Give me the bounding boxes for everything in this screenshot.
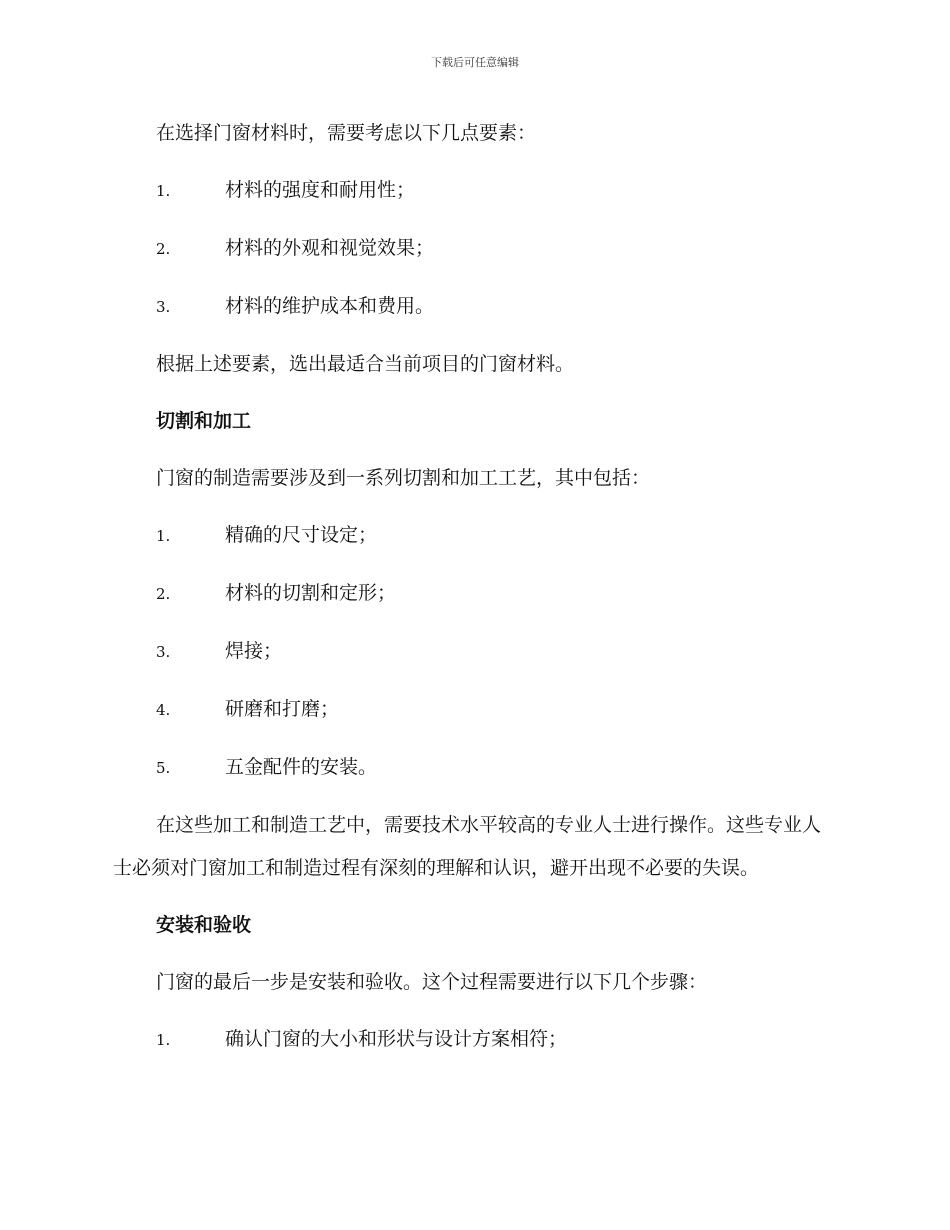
list-number: 3. xyxy=(156,298,171,316)
list-text: 材料的强度和耐用性； xyxy=(225,179,416,201)
list-item xyxy=(113,630,838,674)
list-text: 材料的切割和定形； xyxy=(225,582,397,604)
list-number: 2. xyxy=(156,585,171,603)
list-number: 2. xyxy=(156,240,171,258)
section2-paragraph: 在这些加工和制造工艺中，需要技术水平较高的专业人士进行操作。这些专业人士必须对门窗加工和制造过程有深刻的理解和认识，避开出现不必要的失误。 xyxy=(113,814,822,879)
section1-intro: 在选择门窗材料时，需要考虑以下几点要素： xyxy=(156,122,537,144)
list-number: 4. xyxy=(156,701,171,719)
list-number: 5. xyxy=(156,759,171,777)
list-text: 材料的维护成本和费用。 xyxy=(225,295,435,317)
list-item xyxy=(113,514,838,558)
list-text: 材料的外观和视觉效果； xyxy=(225,237,435,259)
section-heading-cutting: 切割和加工 xyxy=(156,410,252,432)
page-header: 下载后可任意编辑 xyxy=(431,56,519,69)
list-item xyxy=(113,688,838,732)
list-item xyxy=(113,572,838,616)
list-item xyxy=(113,227,838,271)
document-body xyxy=(113,112,838,1076)
list-number: 1. xyxy=(156,182,171,200)
section-heading-installation: 安装和验收 xyxy=(156,914,252,936)
list-text: 确认门窗的大小和形状与设计方案相符； xyxy=(225,1028,568,1050)
section2-intro: 门窗的制造需要涉及到一系列切割和加工工艺，其中包括： xyxy=(156,467,651,489)
section1-conclusion: 根据上述要素，选出最适合当前项目的门窗材料。 xyxy=(156,353,575,375)
list-item xyxy=(113,285,838,329)
list-item xyxy=(113,746,838,790)
list-text: 焊接； xyxy=(225,640,283,662)
list-number: 1. xyxy=(156,527,171,545)
list-text: 五金配件的安装。 xyxy=(225,756,378,778)
list-text: 研磨和打磨； xyxy=(225,698,340,720)
list-number: 3. xyxy=(156,643,171,661)
list-item xyxy=(113,1018,838,1062)
list-text: 精确的尺寸设定； xyxy=(225,524,378,546)
list-item xyxy=(113,169,838,213)
section3-intro: 门窗的最后一步是安装和验收。这个过程需要进行以下几个步骤： xyxy=(156,971,708,993)
list-number: 1. xyxy=(156,1031,171,1049)
